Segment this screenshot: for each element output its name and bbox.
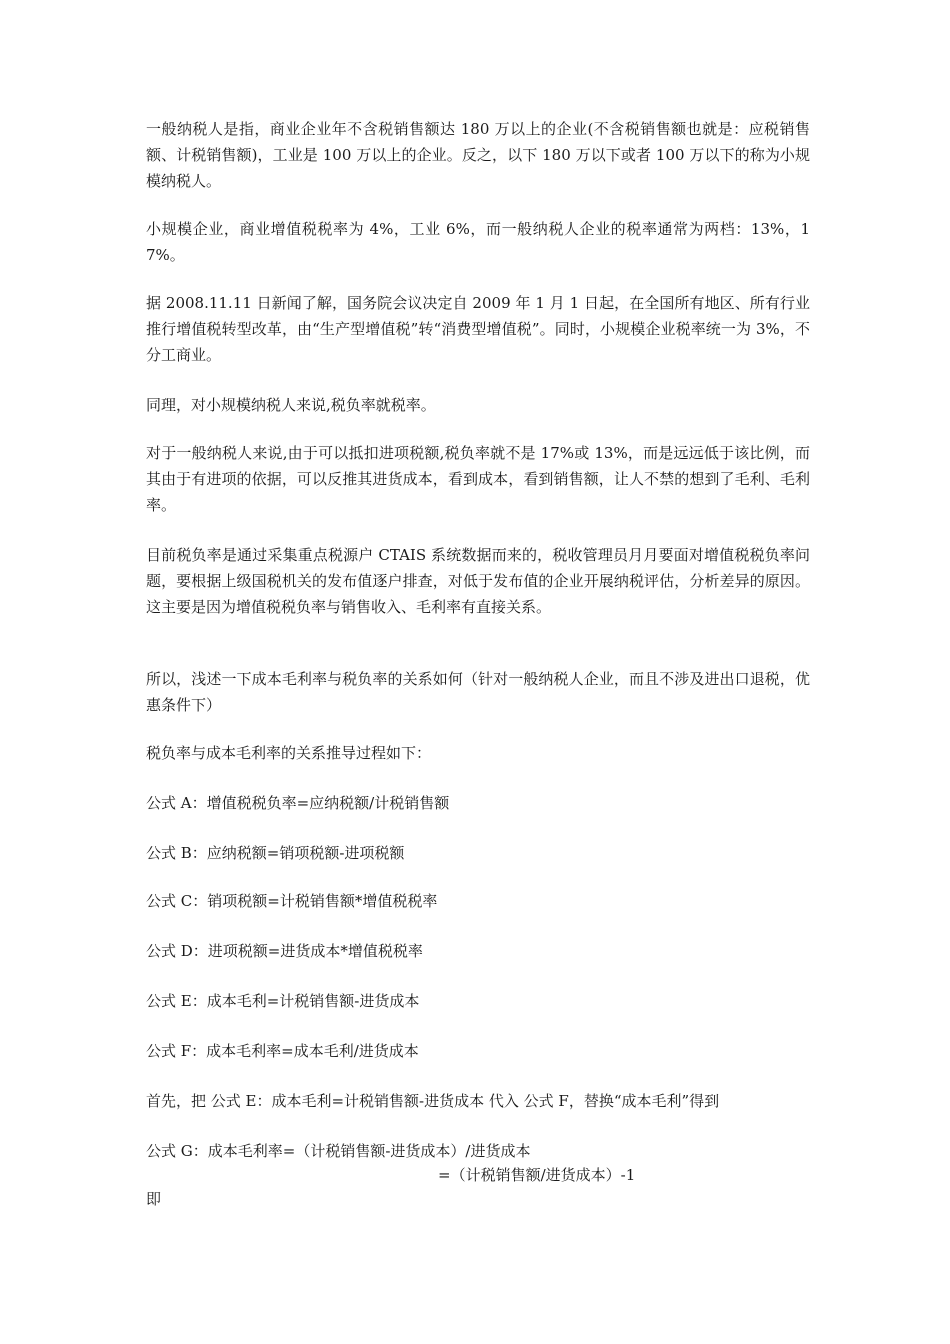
formula-a: 公式 A：增值税税负率=应纳税额/计税销售额 (146, 794, 450, 812)
paragraph-relationship-intro: 所以，浅述一下成本毛利率与税负率的关系如何（针对一般纳税人企业，而且不涉及进出口退税，优惠条件下） (146, 670, 810, 714)
paragraph-general-taxpayer-definition: 一般纳税人是指，商业企业年不含税销售额达 180 万以上的企业(不含税销售额也就是：应税销售额、计税销售额)，工业是 100 万以上的企业。反之，以下 180 万以下或者 100 万以下的称为小规模纳税人。 (146, 120, 810, 190)
derivation-first-step: 首先，把 公式 E：成本毛利=计税销售额-进货成本 代入 公式 F，替换“成本毛利”得到 (146, 1092, 720, 1110)
formula-b: 公式 B：应纳税额=销项税额-进项税额 (146, 844, 405, 862)
paragraph-vat-reform-news: 据 2008.11.11 日新闻了解，国务院会议决定自 2009 年 1 月 1 日起，在全国所有地区、所有行业推行增值税转型改革，由“生产型增值税”转“消费型增值税”。同时，小规模企业税率统一为 3%，不分工商业。 (146, 294, 810, 364)
paragraph-general-taxpayer-burden-rate: 对于一般纳税人来说,由于可以抵扣进项税额,税负率就不是 17%或 13%，而是远远低于该比例，而其由于有进项的依据，可以反推其进货成本，看到成本，看到销售额，让人不禁的想到了毛利、毛利率。 (146, 444, 810, 514)
formula-f: 公式 F：成本毛利率=成本毛利/进货成本 (146, 1042, 419, 1060)
formula-c: 公式 C：销项税额=计税销售额*增值税税率 (146, 892, 438, 910)
formula-e: 公式 E：成本毛利=计税销售额-进货成本 (146, 992, 420, 1010)
paragraph-ctais-burden-rate: 目前税负率是通过采集重点税源户 CTAIS 系统数据而来的，税收管理员月月要面对增值税税负率问题，要根据上级国税机关的发布值逐户排查，对低于发布值的企业开展纳税评估，分析差异的原因。这主要是因为增值税税负率与销售收入、毛利率有直接关系。 (146, 546, 810, 616)
formula-g: 公式 G：成本毛利率=（计税销售额-进货成本）/进货成本 (146, 1142, 531, 1160)
paragraph-small-scale-burden-rate: 同理，对小规模纳税人来说,税负率就税率。 (146, 396, 436, 414)
paragraph-small-scale-tax-rates: 小规模企业，商业增值税税率为 4%，工业 6%，而一般纳税人企业的税率通常为两档：13%，17%。 (146, 220, 810, 264)
formula-d: 公式 D：进项税额=进货成本*增值税税率 (146, 942, 423, 960)
derivation-ji: 即 (146, 1190, 162, 1208)
formula-g-continuation: =（计税销售额/进货成本）-1 (438, 1166, 636, 1184)
derivation-heading: 税负率与成本毛利率的关系推导过程如下： (146, 744, 432, 762)
